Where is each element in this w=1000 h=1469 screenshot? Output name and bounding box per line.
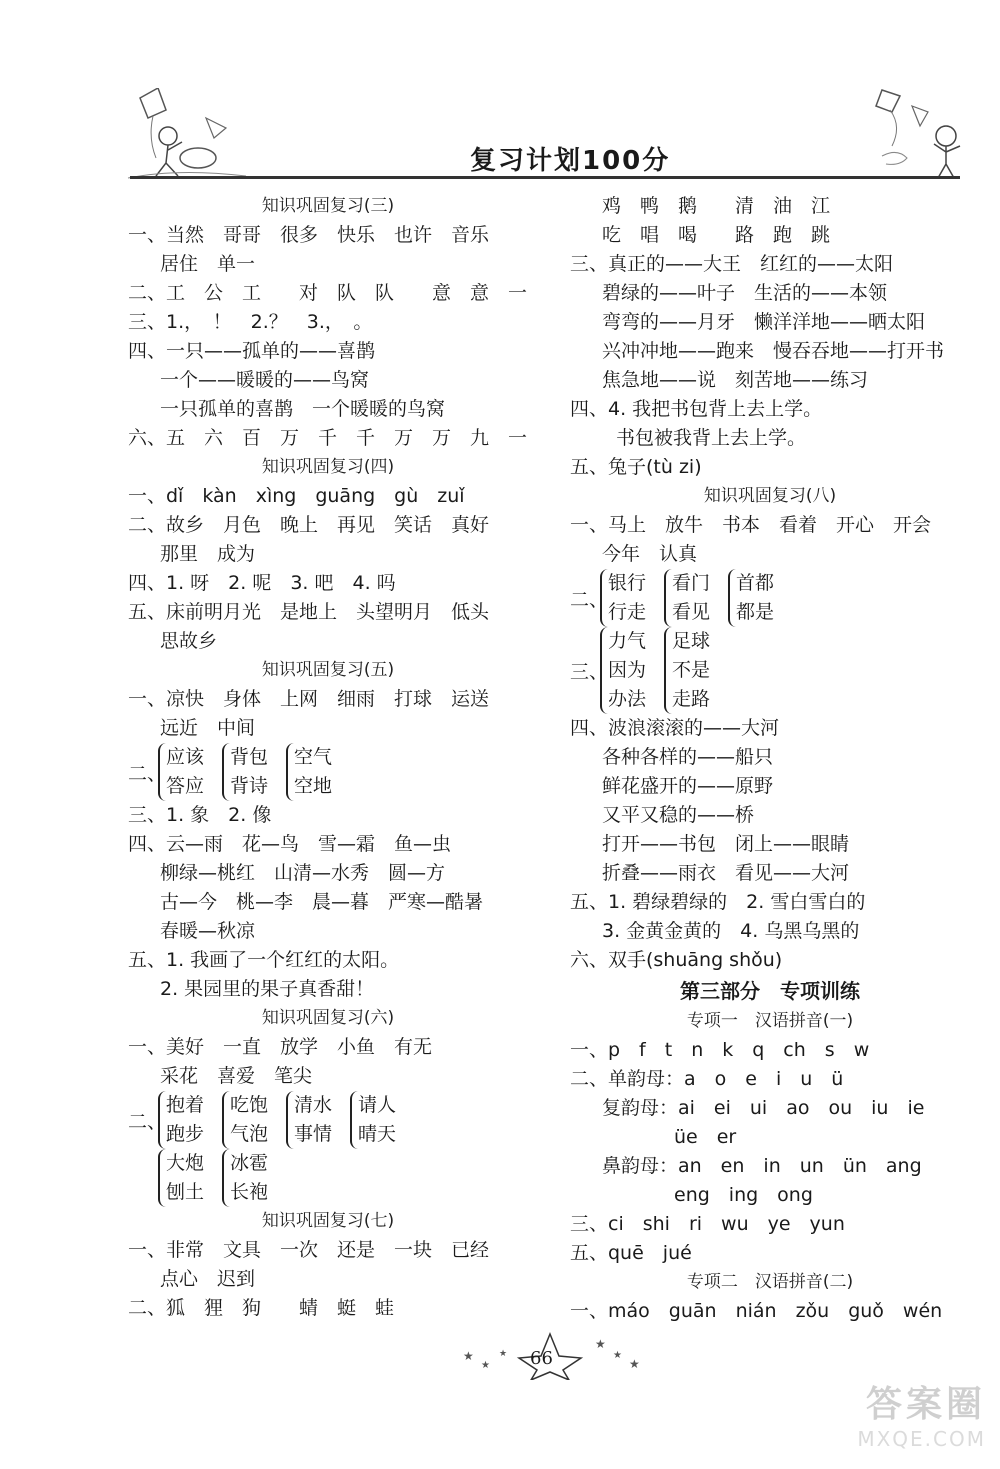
answer-line: 一、当然 哥哥 很多 快乐 也许 音乐 (128, 224, 490, 246)
brace-word: 看门 (672, 572, 711, 594)
answer-line: 古—今 桃—李 晨—暮 严寒—酷暑 (160, 891, 484, 913)
brace-column (222, 743, 268, 801)
watermark (857, 1376, 986, 1451)
section-title-4: 知识巩固复习(四) (261, 457, 395, 477)
header-rule (130, 176, 960, 179)
question-label: 三、 (570, 661, 609, 683)
brace-column (664, 569, 710, 627)
brace-word: 背诗 (230, 775, 269, 797)
brace-word-group (128, 1091, 548, 1149)
answer-line: 今年 认真 (602, 543, 698, 565)
brace-word-group (570, 569, 990, 627)
answer-line: 弯弯的——月牙 懒洋洋地——晒太阳 (602, 311, 926, 333)
answer-line: 一、dǐ kàn xìng guāng gù zuǐ (128, 485, 465, 507)
brace-column (158, 1149, 204, 1207)
answer-line: üe er (674, 1126, 737, 1148)
brace-word: 应该 (166, 746, 205, 768)
brace-word: 银行 (608, 572, 647, 594)
brace-word: 清水 (294, 1094, 333, 1116)
answer-line: 折叠——雨衣 看见——大河 (602, 862, 850, 884)
svg-text:★: ★ (499, 1349, 508, 1359)
answer-line: 五、兔子(tù zi) (570, 456, 702, 478)
brace-column (286, 743, 332, 801)
brace-column (728, 569, 774, 627)
brace-column (158, 743, 204, 801)
answer-line: 打开——书包 闭上——眼睛 (602, 833, 850, 855)
brace-word: 走路 (672, 688, 711, 710)
brace-word: 首都 (736, 572, 775, 594)
svg-text:★: ★ (463, 1349, 474, 1363)
part-three-title: 第三部分 专项训练 (680, 979, 860, 1003)
brace-word: 看见 (672, 601, 711, 623)
svg-text:★: ★ (629, 1357, 640, 1371)
answer-line: 六、双手(shuāng shǒu) (570, 949, 783, 971)
answer-line: 鲜花盛开的——原野 (602, 775, 774, 797)
left-column (128, 192, 548, 1323)
answer-line: 二、故乡 月色 晚上 再见 笑话 真好 (128, 514, 490, 536)
svg-text:★: ★ (481, 1360, 490, 1371)
brace-word: 行走 (608, 601, 647, 623)
watermark-domain: MXQE.COM (857, 1427, 986, 1451)
brace-column (222, 1149, 268, 1207)
answer-line: 复韵母：ai ei ui ao ou iu ie (602, 1097, 925, 1119)
section-title-6: 知识巩固复习(六) (261, 1008, 395, 1028)
brace-word: 因为 (608, 659, 647, 681)
brace-column (158, 1091, 204, 1149)
answer-line: 三、1.， ！ 2.？ 3.， 。 (128, 311, 373, 333)
brace-word: 抱着 (166, 1094, 205, 1116)
answer-line: 点心 迟到 (160, 1268, 256, 1290)
answer-line: 那里 成为 (160, 543, 256, 565)
brace-word: 都是 (736, 601, 775, 623)
answer-line: 三、真正的——大王 红红的——太阳 (570, 253, 894, 275)
question-label: 二、 (128, 762, 167, 785)
brace-word-group (128, 743, 548, 801)
answer-line: 一、máo guān nián zǒu guǒ wén (570, 1300, 943, 1322)
brace-word: 空地 (294, 775, 333, 797)
page-number: 66 (530, 1348, 553, 1369)
brace-column (286, 1091, 332, 1149)
brace-column (350, 1091, 396, 1149)
svg-text:★: ★ (613, 1350, 622, 1361)
answer-line: eng ing ong (674, 1184, 813, 1206)
kids-kite-illustration-right (862, 86, 972, 182)
brace-column (664, 627, 710, 714)
answer-line: 三、ci shi ri wu ye yun (570, 1213, 845, 1235)
brace-word: 背包 (230, 746, 269, 768)
brace-word: 空气 (294, 746, 333, 768)
answer-line: 四、一只——孤单的——喜鹊 (128, 340, 376, 362)
answer-line: 五、1. 碧绿碧绿的 2. 雪白雪白的 (570, 891, 866, 913)
answer-line: 各种各样的——船只 (602, 746, 774, 768)
section-title-3: 知识巩固复习(三) (261, 196, 395, 216)
answer-line: 柳绿—桃红 山清—水秀 圆—方 (160, 862, 446, 884)
answer-line: 二、单韵母：a o e i u ü (570, 1068, 844, 1090)
section-title-8: 知识巩固复习(八) (703, 486, 837, 506)
answer-line: 一、凉快 身体 上网 细雨 打球 运送 (128, 688, 490, 710)
answer-line: 一、非常 文具 一次 还是 一块 已经 (128, 1239, 490, 1261)
brace-word: 气泡 (230, 1123, 269, 1145)
watermark-main: 答案圈 (865, 1384, 986, 1425)
answer-line: 居住 单一 (160, 253, 256, 275)
answer-line: 思故乡 (160, 630, 218, 652)
brace-word: 请人 (358, 1094, 397, 1116)
brace-word: 长袍 (230, 1181, 269, 1203)
answer-line: 吃 唱 喝 路 跑 跳 (602, 224, 831, 246)
answer-line: 又平又稳的——桥 (602, 804, 755, 826)
brace-word: 足球 (672, 630, 711, 652)
answer-line: 二、工 公 工 对 队 队 意 意 一 (128, 282, 528, 304)
svg-text:★: ★ (595, 1337, 606, 1351)
answer-line: 四、云—雨 花—鸟 雪—霜 鱼—虫 (128, 833, 452, 855)
answer-line: 四、4. 我把书包背上去上学。 (570, 398, 823, 420)
answer-line: 四、1. 呀 2. 呢 3. 吧 4. 吗 (128, 572, 396, 594)
brace-word: 办法 (608, 688, 647, 710)
brace-word: 力气 (608, 630, 647, 652)
question-label: 二、 (570, 588, 609, 611)
answer-line: 书包被我背上去上学。 (616, 427, 807, 449)
answer-line: 鸡 鸭 鹅 清 油 江 (602, 195, 831, 217)
answer-line: 鼻韵母：an en in un ün ang (602, 1155, 922, 1177)
right-column (570, 192, 990, 1326)
brace-column (600, 627, 646, 714)
section-title-5: 知识巩固复习(五) (261, 660, 395, 680)
brace-word: 事情 (294, 1123, 333, 1145)
answer-line: 一、p f t n k q ch s w (570, 1039, 870, 1061)
answer-line: 2. 果园里的果子真香甜！ (160, 978, 375, 1000)
answer-line: 一个——暖暖的——鸟窝 (160, 369, 370, 391)
answer-line: 远近 中间 (160, 717, 256, 739)
brace-word: 吃饱 (230, 1094, 269, 1116)
brace-word: 晴天 (358, 1123, 397, 1145)
brace-word: 冰雹 (230, 1152, 269, 1174)
answer-line: 一、马上 放牛 书本 看着 开心 开会 (570, 514, 932, 536)
brace-word-group (570, 627, 990, 714)
brace-column (222, 1091, 268, 1149)
special-topic-title-1: 专项一 汉语拼音(一) (686, 1011, 854, 1031)
brace-word: 刨土 (166, 1181, 205, 1203)
answer-line: 二、狐 狸 狗 蜻 蜓 蛙 (128, 1297, 395, 1319)
answer-line: 四、波浪滚滚的——大河 (570, 717, 780, 739)
answer-line: 采花 喜爱 笔尖 (160, 1065, 313, 1087)
header-title: 复习计划100分 (470, 146, 671, 176)
brace-word-group (128, 1149, 548, 1207)
answer-line: 五、床前明月光 是地上 头望明月 低头 (128, 601, 490, 623)
brace-word: 跑步 (166, 1123, 205, 1145)
answer-line: 六、五 六 百 万 千 千 万 万 九 一 (128, 427, 528, 449)
answer-line: 五、1. 我画了一个红红的太阳。 (128, 949, 400, 971)
brace-word: 答应 (166, 775, 205, 797)
question-label: 二、 (128, 1110, 167, 1133)
brace-column (600, 569, 646, 627)
answer-line: 兴冲冲地——跑来 慢吞吞地——打开书 (602, 340, 945, 362)
brace-word: 不是 (672, 659, 711, 681)
answer-line: 焦急地——说 刻苦地——练习 (602, 369, 869, 391)
answer-line: 春暖—秋凉 (160, 920, 256, 942)
answer-line: 五、quē jué (570, 1242, 692, 1264)
answer-line: 碧绿的——叶子 生活的——本领 (602, 282, 888, 304)
section-title-7: 知识巩固复习(七) (261, 1211, 395, 1231)
kids-kite-illustration-left (118, 88, 248, 180)
answer-line: 一、美好 一直 放学 小鱼 有无 (128, 1036, 433, 1058)
answer-line: 三、1. 象 2. 像 (128, 804, 272, 826)
answer-line: 3. 金黄金黄的 4. 乌黑乌黑的 (602, 920, 860, 942)
special-topic-title-2: 专项二 汉语拼音(二) (686, 1272, 854, 1292)
brace-word: 大炮 (166, 1152, 205, 1174)
answer-line: 一只孤单的喜鹊 一个暖暖的鸟窝 (160, 398, 446, 420)
